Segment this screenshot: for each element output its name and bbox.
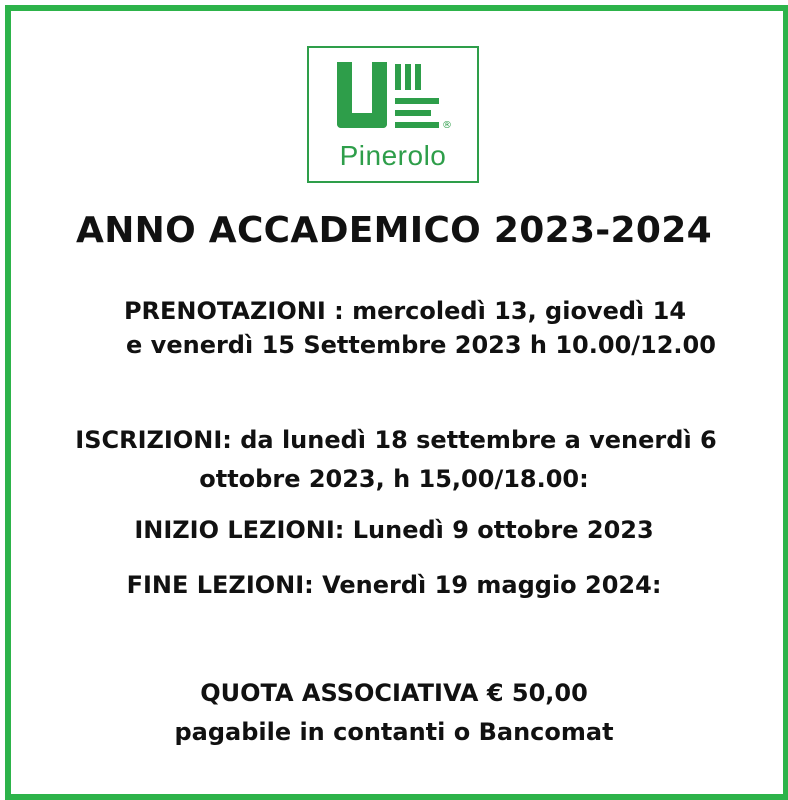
iscrizioni-line-2: ottobre 2023, h 15,00/18.00: [199,465,589,493]
page-title: ANNO ACCADEMICO 2023-2024 [76,210,712,251]
inizio-lezioni: INIZIO LEZIONI: Lunedì 9 ottobre 2023 [134,516,654,544]
fine-lezioni: FINE LEZIONI: Venerdì 19 maggio 2024: [126,571,662,599]
logo-city-name: Pinerolo [339,140,447,171]
prenotazioni-line-1: PRENOTAZIONI : mercoledì 13, giovedì 14 [123,297,687,325]
logo-vertical-bars [395,64,421,90]
logo-u-mark [337,62,387,128]
logo-registered-mark: ® [442,120,452,131]
ute-logo [307,46,479,183]
quota-payment-methods: pagabile in contanti o Bancomat [174,718,614,746]
quota-associativa: QUOTA ASSOCIATIVA € 50,00 [200,679,588,707]
iscrizioni-line-1: ISCRIZIONI: da lunedì 18 settembre a venerdì 6 [75,426,717,454]
prenotazioni-line-2: e venerdì 15 Settembre 2023 h 10.00/12.00 [126,331,716,359]
logo-e-mark [395,98,439,128]
